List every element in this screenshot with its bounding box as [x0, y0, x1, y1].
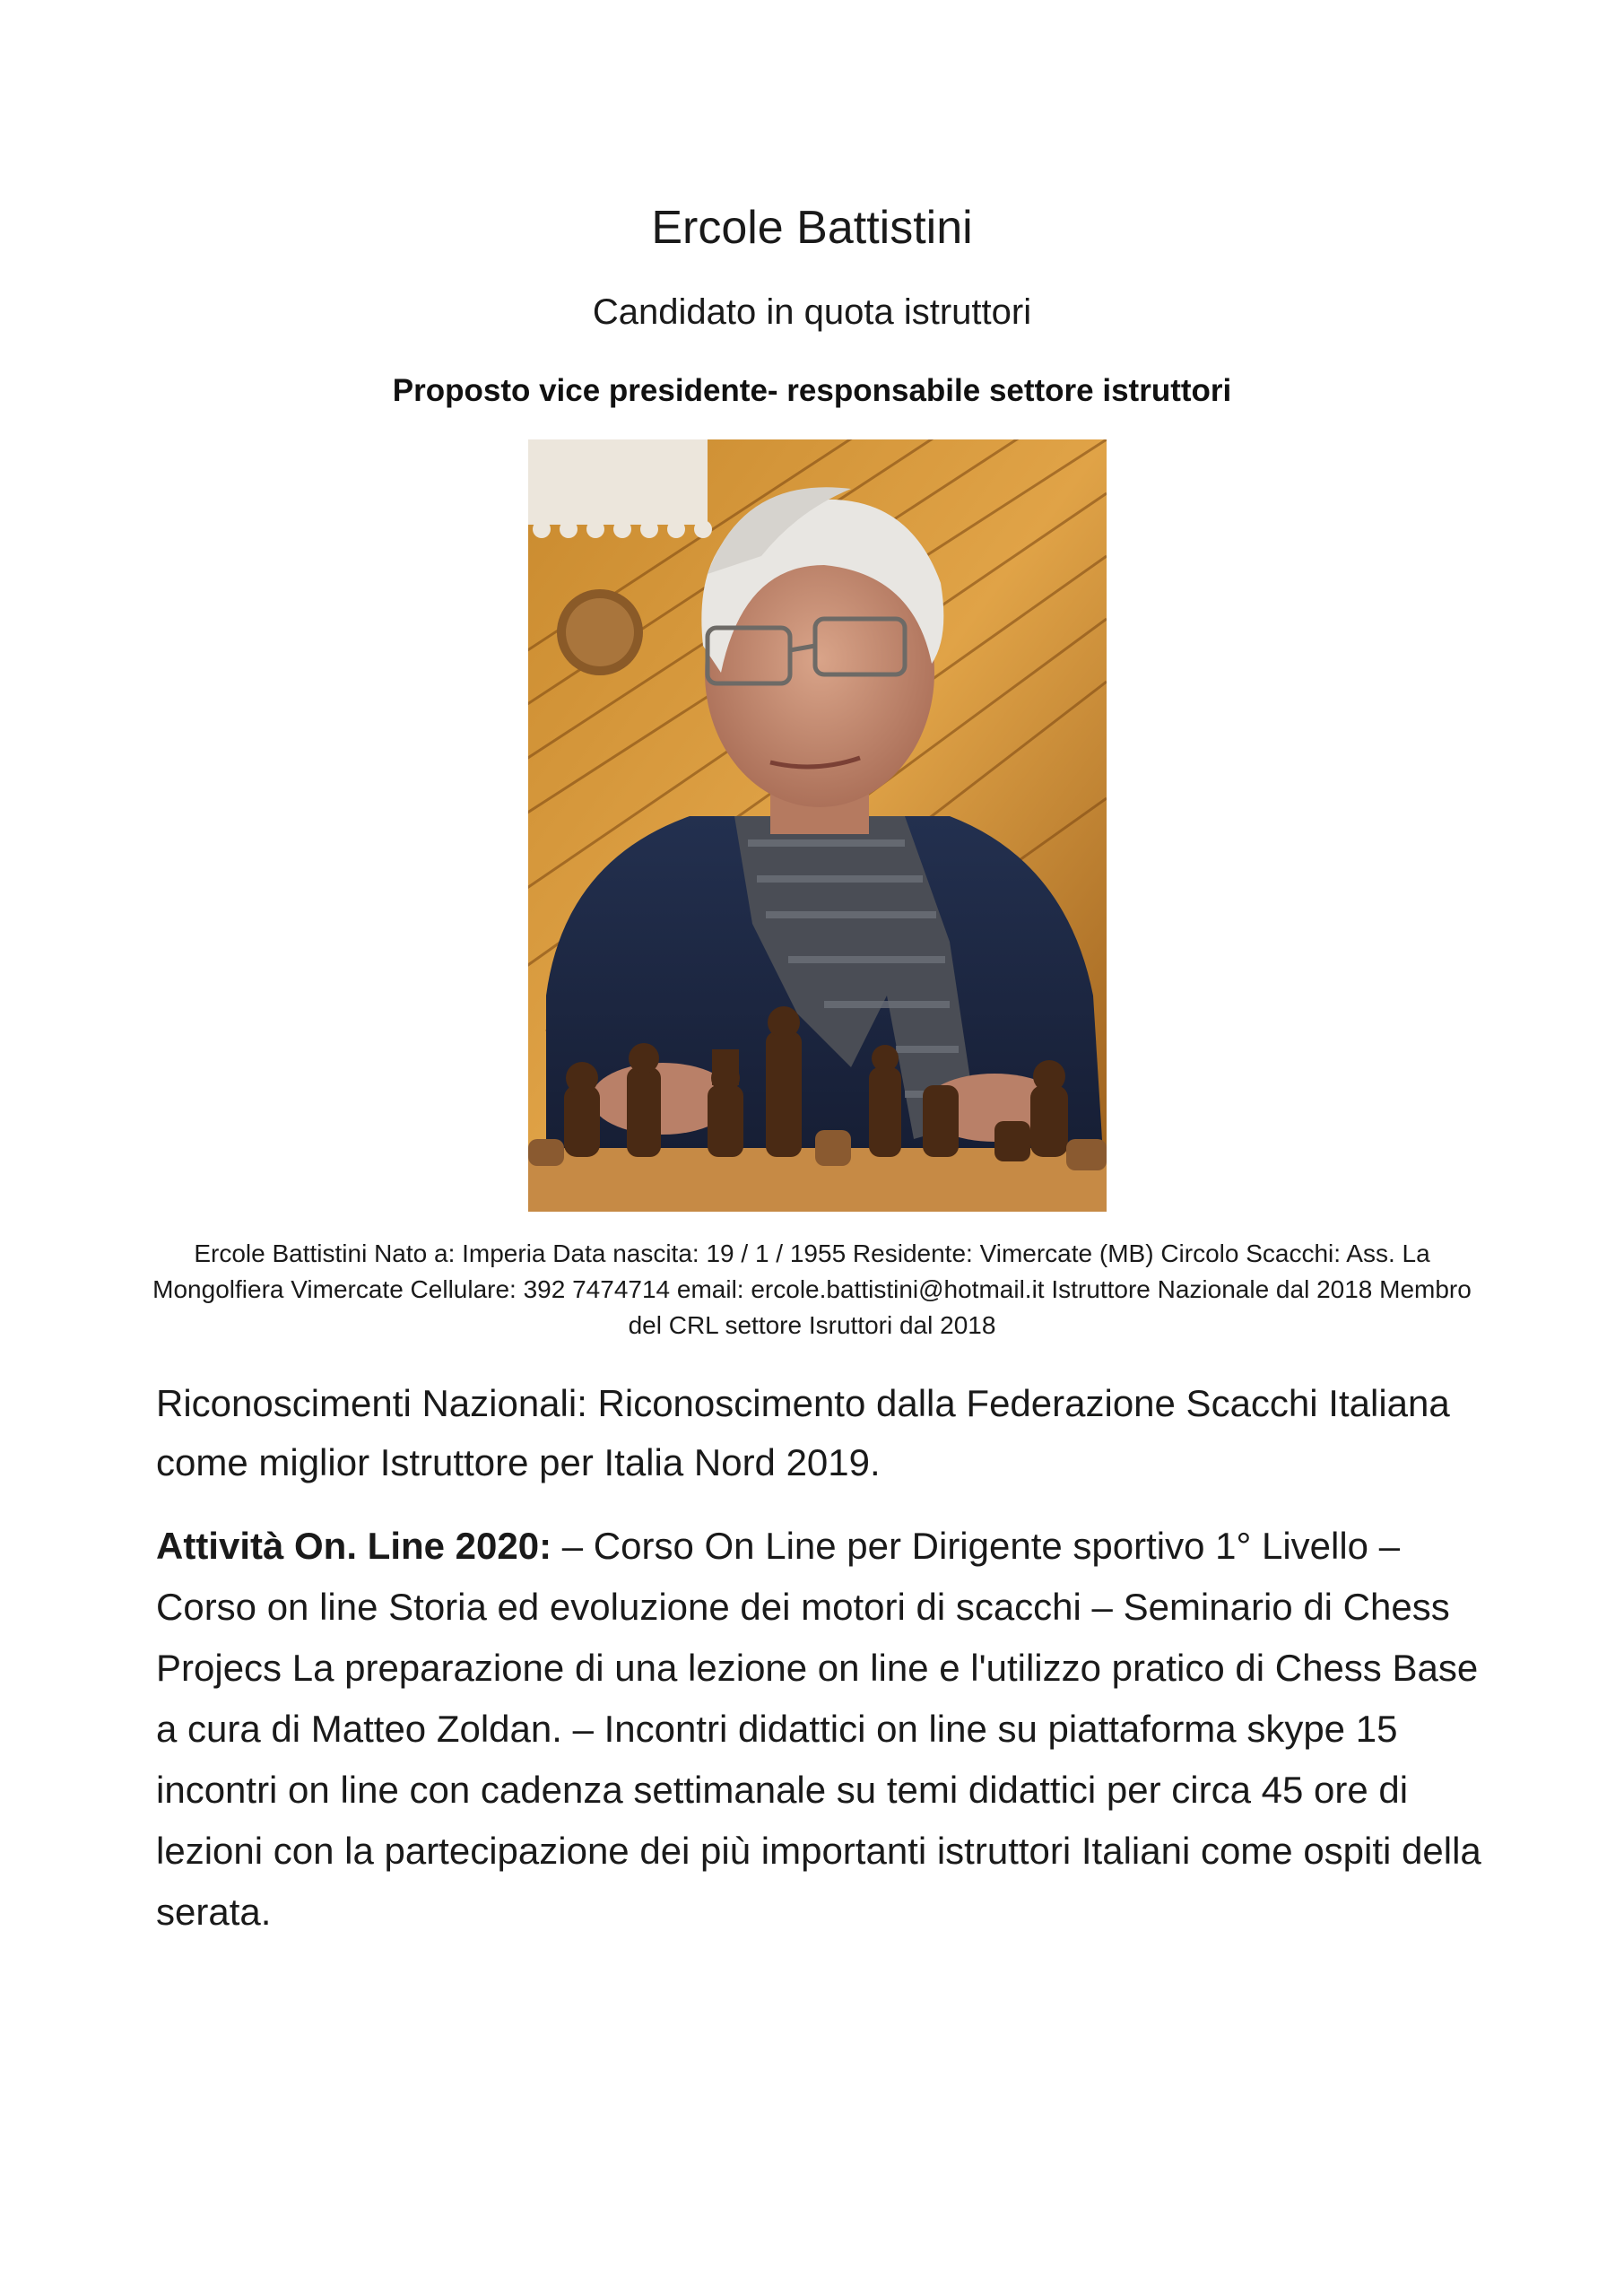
portrait-illustration — [528, 439, 1107, 1212]
online-activities-label: Attività On. Line 2020: — [156, 1525, 552, 1567]
candidate-subtitle: Candidato in quota istruttori — [592, 292, 1032, 332]
candidate-role: Proposto vice presidente- responsabile settore istruttori — [392, 373, 1232, 408]
national-recognitions: Riconoscimenti Nazionali: Riconoscimento dalla Federazione Scacchi Italiana come miglior Istruttore per Italia Nord 2019. — [156, 1382, 1450, 1483]
online-activities — [156, 1516, 1483, 1943]
online-activities-text: – Corso On Line per Dirigente sportivo 1° Livello – Corso on line Storia ed evoluzione dei motori di scacchi – Seminario di Chess Projecs La preparazione di una lezione on line e l'utilizzo pratico di Chess Base a cura di Matteo Zoldan. – Incontri didattici on line su piattaforma skype 15 incontri on line con cadenza settimanale su temi didattici per circa 45 ore di lezioni con la partecipazione dei più importanti istruttori Italiani come ospiti della serata. — [156, 1525, 1481, 1933]
candidate-name: Ercole Battistini — [651, 202, 973, 254]
candidate-details-caption: Ercole Battistini Nato a: Imperia Data nascita: 19 / 1 / 1955 Residente: Vimercate (MB) Circolo Scacchi: Ass. La Mongolfiera Vimercate Cellulare: 392 7474714 email: ercole.battistini@hotmail.it Istruttore Nazionale dal 2018 Membro del CRL settore Isruttori dal 2018 — [152, 1239, 1472, 1339]
portrait-photo — [528, 439, 1107, 1212]
